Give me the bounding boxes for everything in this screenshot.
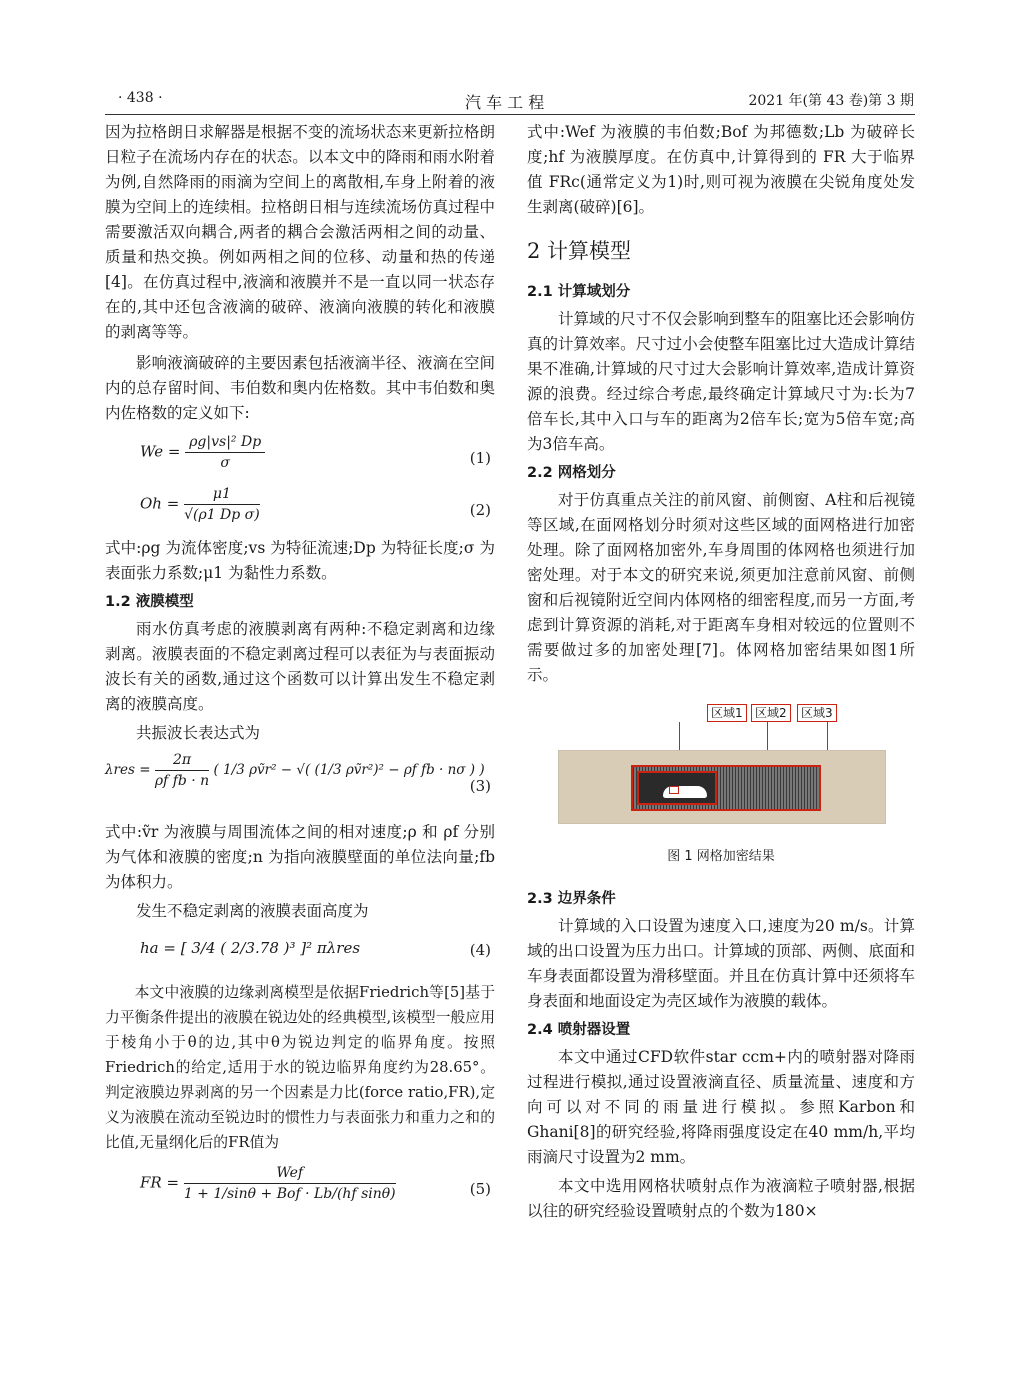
equation-denominator: σ [220,455,230,471]
paragraph: 本文中选用网格状喷射点作为液滴粒子喷射器,根据以往的研究经验设置喷射点的个数为180× [527,1177,915,1220]
paragraph: 计算域的入口设置为速度入口,速度为20 m/s。计算域的出口设置为压力出口。计算域的顶部、两侧、底面和车身表面都设置为滑移壁面。并且在仿真计算中还须将车身表面和地面设定为壳区域作为液膜的载体。 [527,917,915,1010]
paragraph: 式中:ṽr 为液膜与周围流体之间的相对速度;ρ 和 ρf 分别为气体和液膜的密度;n 为指向液膜壁面的单位法向量;fb 为体积力。 [105,823,495,891]
equation-body: [ 3/4 ( 2/3.78 )³ ]² πλres [180,939,361,957]
paragraph: 式中:ρg 为流体密度;vs 为特征流速;Dp 为特征长度;σ 为表面张力系数;μ1 为黏性力系数。 [105,539,495,582]
section-heading-2-3: 2.3 边界条件 [527,891,616,907]
equation-number: (2) [469,501,491,519]
equation-numerator: 2π [155,750,209,771]
equation-3 [105,750,495,820]
paragraph: 本文中液膜的边缘剥离模型是依据Friedrich等[5]基于力平衡条件提出的液膜在锐边处的经典模型,该模型一般应用于棱角小于θ的边,其中θ为锐边判定的临界角度。按照Friedrich的给定,适用于水的锐边临界角度约为28.65°。判定液膜边界剥离的另一个因素是力比(force ratio,FR),定义为液膜在流动至锐边时的惯性力与表面张力和重力之和的比值,无量纲化后的FR值为 [105,984,495,1151]
paragraph: 计算域的尺寸不仅会影响到整车的阻塞比还会影响仿真的计算效率。尺寸过小会使整车阻塞比过大造成计算结果不准确,计算域的尺寸过大会影响计算效率,造成计算资源的浪费。经过综合考虑,最终确定计算域尺寸为:长为7倍车长,其中入口与车的距离为2倍车长;宽为5倍车宽;高为3倍车高。 [527,310,915,453]
paragraph: 因为拉格朗日求解器是根据不变的流场状态来更新拉格朗日粒子在流场内存在的状态。以本文中的降雨和雨水附着为例,自然降雨的雨滴为空间上的离散相,车身上附着的液膜为空间上的连续相。拉格朗日相与连续流场仿真过程中需要激活双向耦合,两者的耦合会激活两相之间的动量、质量和热交换。例如两相之间的位移、动量和热的传递[4]。在仿真过程中,液滴和液膜并不是一直以同一状态存在的,其中还包含液滴的破碎、液滴向液膜的转化和液膜的剥离等等。 [105,123,495,341]
equation-2 [105,484,495,536]
paragraph: 发生不稳定剥离的液膜表面高度为 [136,902,369,920]
figure-caption: 图 1 网格加密结果 [667,849,775,864]
figure-leader-line [827,722,828,752]
section-heading-2-1: 2.1 计算域划分 [527,284,631,300]
equation-numerator: Wef [184,1163,396,1184]
equation-4 [105,924,495,980]
equation-lhs: ha = [140,939,176,957]
equation-number: (3) [469,777,491,795]
header-rule [105,114,915,115]
left-column [105,120,495,1223]
equation-lhs: We = [140,442,181,461]
figure-label-zone-1: 区域1 [707,704,747,722]
paragraph: 共振波长表达式为 [136,724,261,742]
mesh-refinement-region [669,786,679,794]
equation-number: (1) [469,449,491,467]
equation-body: ( 1/3 ρṽr² − √( (1/3 ρṽr²)² − ρf fb · nσ ) ) [213,762,485,778]
equation-numerator: μ1 [184,484,260,505]
paragraph: 本文中通过CFD软件star ccm+内的喷射器对降雨过程进行模拟,通过设置液滴直径、质量流量、速度和方向可以对不同的雨量进行模拟。参照Karbon和Ghani[8]的研究经验,将降雨强度设定在40 mm/h,平均雨滴尺寸设置为2 mm。 [527,1048,915,1166]
right-column [527,120,915,1224]
equation-number: (5) [469,1180,491,1198]
paragraph: 雨水仿真考虑的液膜剥离有两种:不稳定剥离和边缘剥离。液膜表面的不稳定剥离过程可以表征为与表面振动波长有关的函数,通过这个函数可以计算出发生不稳定剥离的液膜高度。 [105,620,495,713]
section-heading-2-2: 2.2 网格划分 [527,465,616,481]
mesh-refinement-image [558,750,886,824]
figure-1 [527,700,915,840]
equation-1 [105,432,495,484]
equation-denominator: √(ρ1 Dp σ) [184,507,260,523]
header-journal-title: 汽 车 工 程 [465,93,545,112]
equation-numerator: ρg|vs|² Dp [185,432,265,453]
section-heading-2: 2 计算模型 [527,239,632,263]
paragraph: 影响液滴破碎的主要因素包括液滴半径、液滴在空间内的总存留时间、韦伯数和奥内佐格数。其中韦伯数和奥内佐格数的定义如下: [105,354,495,422]
equation-lhs: FR = [140,1173,180,1192]
equation-5 [105,1163,495,1223]
figure-label-zone-2: 区域2 [751,704,791,722]
equation-denominator: 1 + 1/sinθ + Bof · Lb/(hf sinθ) [183,1186,396,1202]
equation-denominator: ρf fb · n [154,773,210,789]
section-heading-2-4: 2.4 喷射器设置 [527,1022,631,1038]
equation-number: (4) [469,941,491,959]
equation-lhs: λres = [105,762,151,778]
paragraph: 对于仿真重点关注的前风窗、前侧窗、A柱和后视镜等区域,在面网格划分时须对这些区域的面网格进行加密处理。除了面网格加密外,车身周围的体网格也须进行加密处理。对于本文的研究来说,须更加注意前风窗、前侧窗和后视镜附近空间内体网格的细密程度,而另一方面,考虑到计算资源的消耗,对于距离车身相对较远的位置则不需要做过多的加密处理[7]。体网格加密结果如图1所示。 [527,491,915,684]
header-page-number: · 438 · [118,90,163,106]
section-heading-1-2: 1.2 液膜模型 [105,594,194,610]
equation-lhs: Oh = [140,494,180,513]
header-issue: 2021 年(第 43 卷)第 3 期 [748,93,914,109]
paragraph: 式中:Wef 为液膜的韦伯数;Bof 为邦德数;Lb 为破碎长度;hf 为液膜厚度。在仿真中,计算得到的 FR 大于临界值 FRc(通常定义为1)时,则可视为液膜在尖锐角度处发生剥离(破碎)[6]。 [527,123,915,216]
figure-label-zone-3: 区域3 [797,704,837,722]
